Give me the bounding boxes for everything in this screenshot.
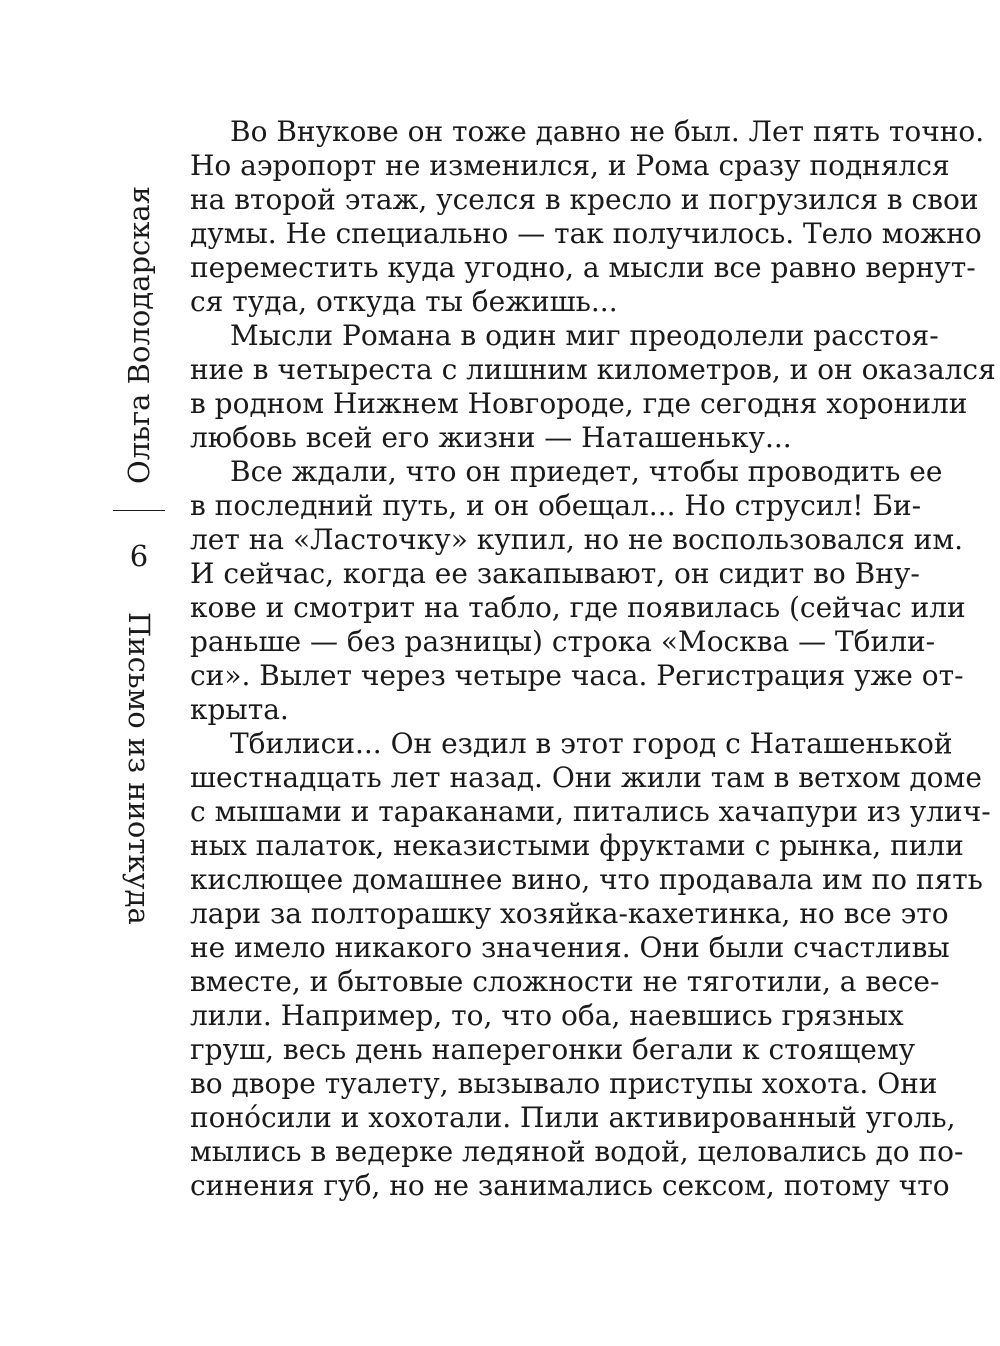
text-line: лари за полторашку хозяйка-кахетинка, но все это: [190, 897, 949, 930]
text-line: не имело никакого значения. Они были счастливы: [190, 931, 950, 964]
text-line: раньше — без разницы) строка «Москва — Тбили-: [190, 625, 936, 658]
body-text: [190, 115, 996, 1203]
text-line: лет на «Ласточку» купил, но не воспользовался им.: [190, 523, 963, 556]
text-line: на второй этаж, уселся в кресло и погрузился в свои: [190, 183, 979, 216]
text-line: Все ждали, что он приедет, чтобы проводить ее: [230, 455, 943, 488]
text-line: Тбилиси... Он ездил в этот город с Наташенькой: [230, 727, 953, 760]
running-head-author: Ольга Володарская: [122, 185, 156, 484]
running-head: [113, 185, 165, 925]
text-line: с мышами и тараканами, питались хачапури из улич-: [190, 795, 991, 828]
text-line: синения губ, но не занимались сексом, потому что: [190, 1169, 950, 1202]
text-line: И сейчас, когда ее закапывают, он сидит во Вну-: [190, 557, 920, 590]
text-line: груш, весь день наперегонки бегали к стоящему: [190, 1033, 916, 1066]
page-number: 6: [129, 539, 149, 573]
text-line: в родном Нижнем Новгороде, где сегодня хоронили: [190, 387, 968, 420]
text-line: вместе, и бытовые сложности не тяготили, а весе-: [190, 965, 940, 998]
text-line: ных палаток, неказистыми фруктами с рынка, пили: [190, 829, 964, 862]
text-line: во дворе туалету, вызывало приступы хохота. Они: [190, 1067, 938, 1100]
text-line: ся туда, откуда ты бежишь...: [190, 285, 618, 318]
text-line: шестнадцать лет назад. Они жили там в ветхом доме: [190, 761, 982, 794]
text-line: ние в четыреста с лишним километров, и он оказался: [190, 353, 996, 386]
text-line: переместить куда угодно, а мысли все равно вернут-: [190, 251, 976, 284]
text-line: в последний путь, и он обещал... Но струсил! Би-: [190, 489, 922, 522]
text-line: поно́сили и хохотали. Пили активированный уголь,: [190, 1101, 956, 1134]
text-line: си». Вылет через четыре часа. Регистрация уже от-: [190, 659, 964, 692]
running-head-book-title: Письмо из ниоткуда: [122, 612, 156, 925]
text-line: кове и смотрит на табло, где появилась (сейчас или: [190, 591, 966, 624]
text-line: любовь всей его жизни — Наташеньку...: [190, 421, 792, 454]
text-line: лили. Например, то, что оба, наевшись грязных: [190, 999, 904, 1032]
running-head-divider: [113, 510, 165, 511]
text-line: Во Внукове он тоже давно не был. Лет пять точно.: [230, 115, 985, 148]
text-line: крыта.: [190, 693, 289, 726]
text-line: думы. Не специально — так получилось. Тело можно: [190, 217, 982, 250]
text-line: Но аэропорт не изменился, и Рома сразу поднялся: [190, 149, 950, 182]
text-line: мылись в ведерке ледяной водой, целовались до по-: [190, 1135, 964, 1168]
text-line: кислющее домашнее вино, что продавала им по пять: [190, 863, 983, 896]
text-line: Мысли Романа в один миг преодолели расстоя-: [230, 319, 939, 352]
